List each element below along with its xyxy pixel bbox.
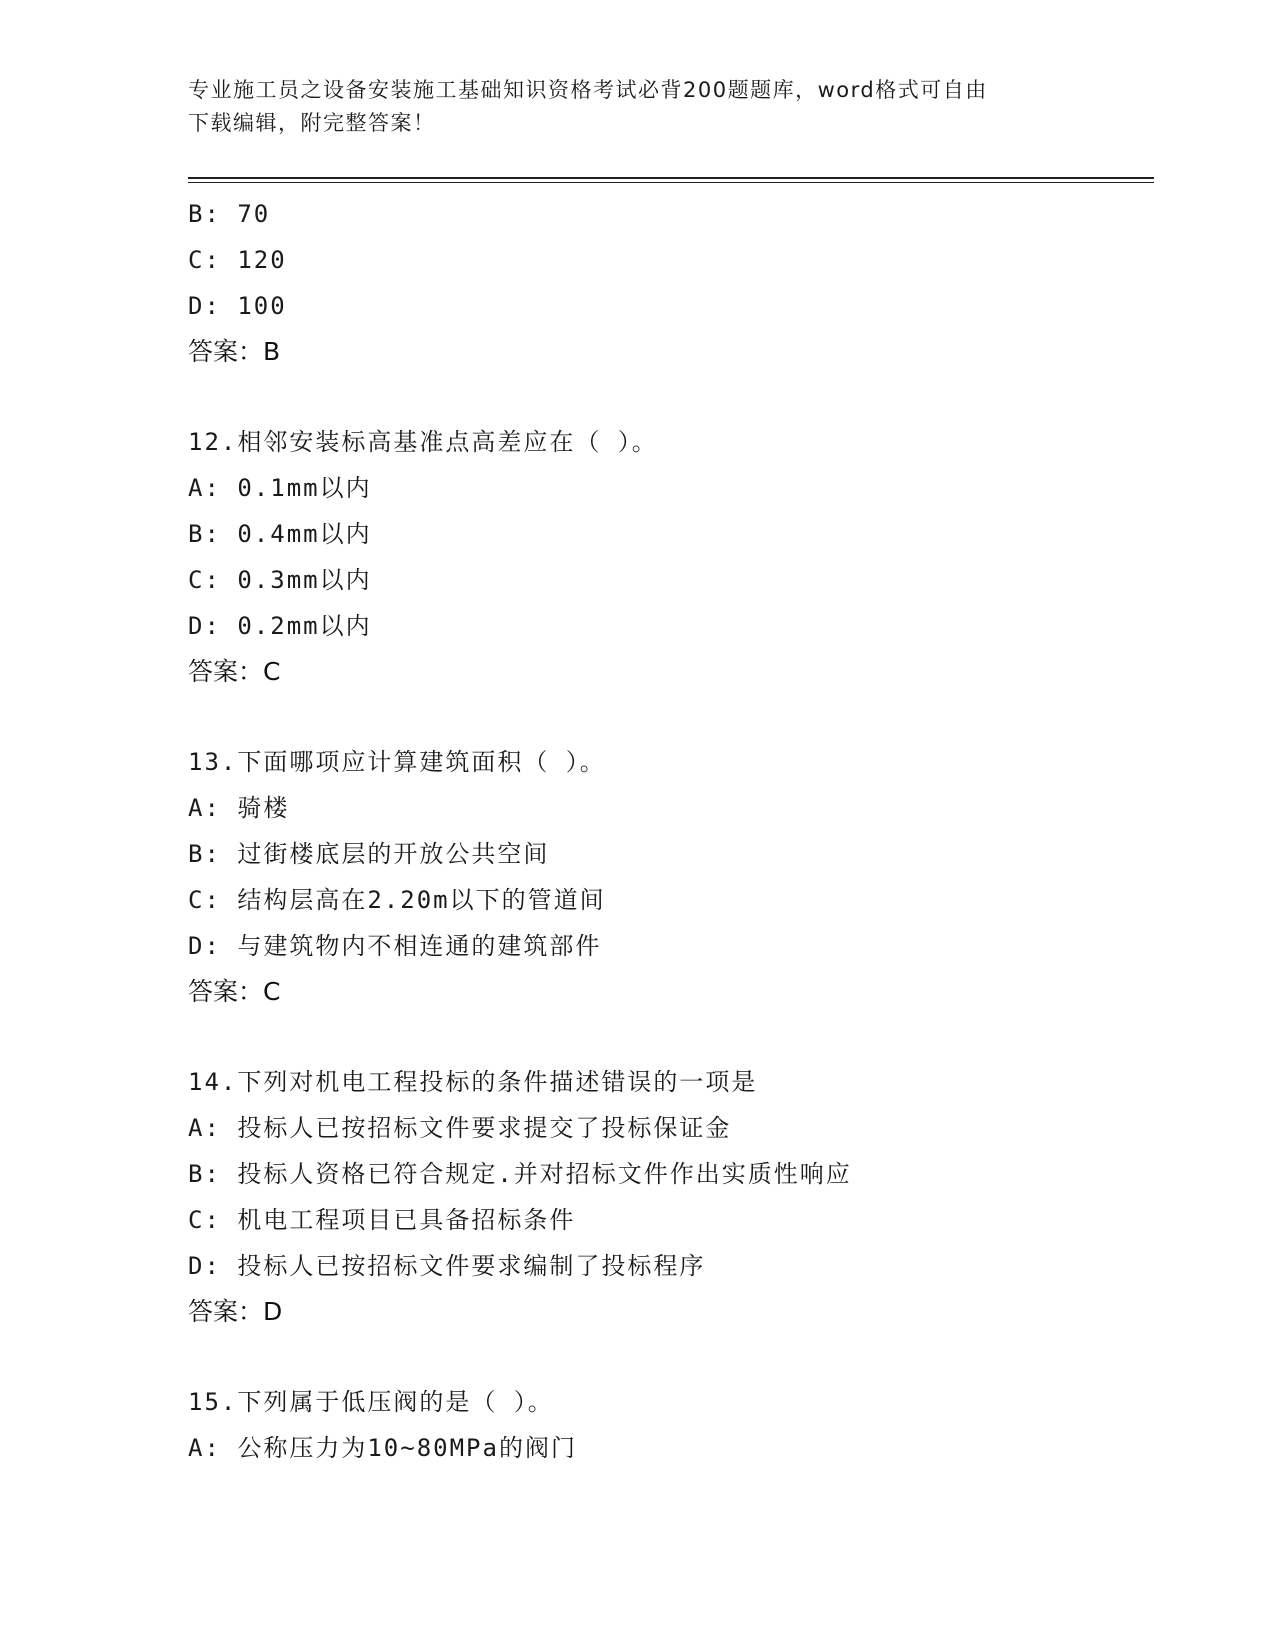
answer-line: 答案：C [188, 977, 281, 1006]
option-a: A: 0.1mm以内 [188, 474, 372, 502]
option-a: A: 公称压力为10~80MPa的阀门 [188, 1434, 577, 1462]
option-b: B: 70 [188, 200, 271, 228]
question-stem: 14.下列对机电工程投标的条件描述错误的一项是 [188, 1068, 758, 1096]
option-a: A: 骑楼 [188, 794, 290, 822]
header-title-line2: 下载编辑，附完整答案！ [188, 111, 436, 135]
option-c: C: 0.3mm以内 [188, 566, 372, 594]
question-stem: 15.下列属于低压阀的是（ ）。 [188, 1388, 554, 1416]
header-rule-thick [188, 177, 1154, 179]
option-b: B: 投标人资格已符合规定.并对招标文件作出实质性响应 [188, 1160, 852, 1188]
question-stem: 12.相邻安装标高基准点高差应在（ ）。 [188, 428, 658, 456]
prev-question-block [188, 191, 1154, 375]
option-b: B: 过街楼底层的开放公共空间 [188, 840, 550, 868]
header-title-line1: 专业施工员之设备安装施工基础知识资格考试必背200题题库，word格式可自由 [188, 78, 988, 102]
document-body [188, 191, 1154, 1471]
header-rule-thin [188, 182, 1154, 183]
option-a: A: 投标人已按招标文件要求提交了投标保证金 [188, 1114, 732, 1142]
question-block-15 [188, 1379, 1154, 1471]
question-block-12 [188, 419, 1154, 695]
question-stem: 13.下面哪项应计算建筑面积（ ）。 [188, 748, 606, 776]
answer-line: 答案：B [188, 337, 281, 366]
answer-line: 答案：C [188, 657, 281, 686]
document-header [188, 74, 1078, 140]
option-d: D: 0.2mm以内 [188, 612, 372, 640]
question-block-13 [188, 739, 1154, 1015]
option-c: C: 机电工程项目已具备招标条件 [188, 1206, 576, 1234]
option-c: C: 结构层高在2.20m以下的管道间 [188, 886, 606, 914]
option-b: B: 0.4mm以内 [188, 520, 372, 548]
question-block-14 [188, 1059, 1154, 1335]
option-c: C: 120 [188, 246, 287, 274]
option-d: D: 投标人已按招标文件要求编制了投标程序 [188, 1252, 706, 1280]
option-d: D: 100 [188, 292, 287, 320]
answer-line: 答案：D [188, 1297, 283, 1326]
option-d: D: 与建筑物内不相连通的建筑部件 [188, 932, 602, 960]
